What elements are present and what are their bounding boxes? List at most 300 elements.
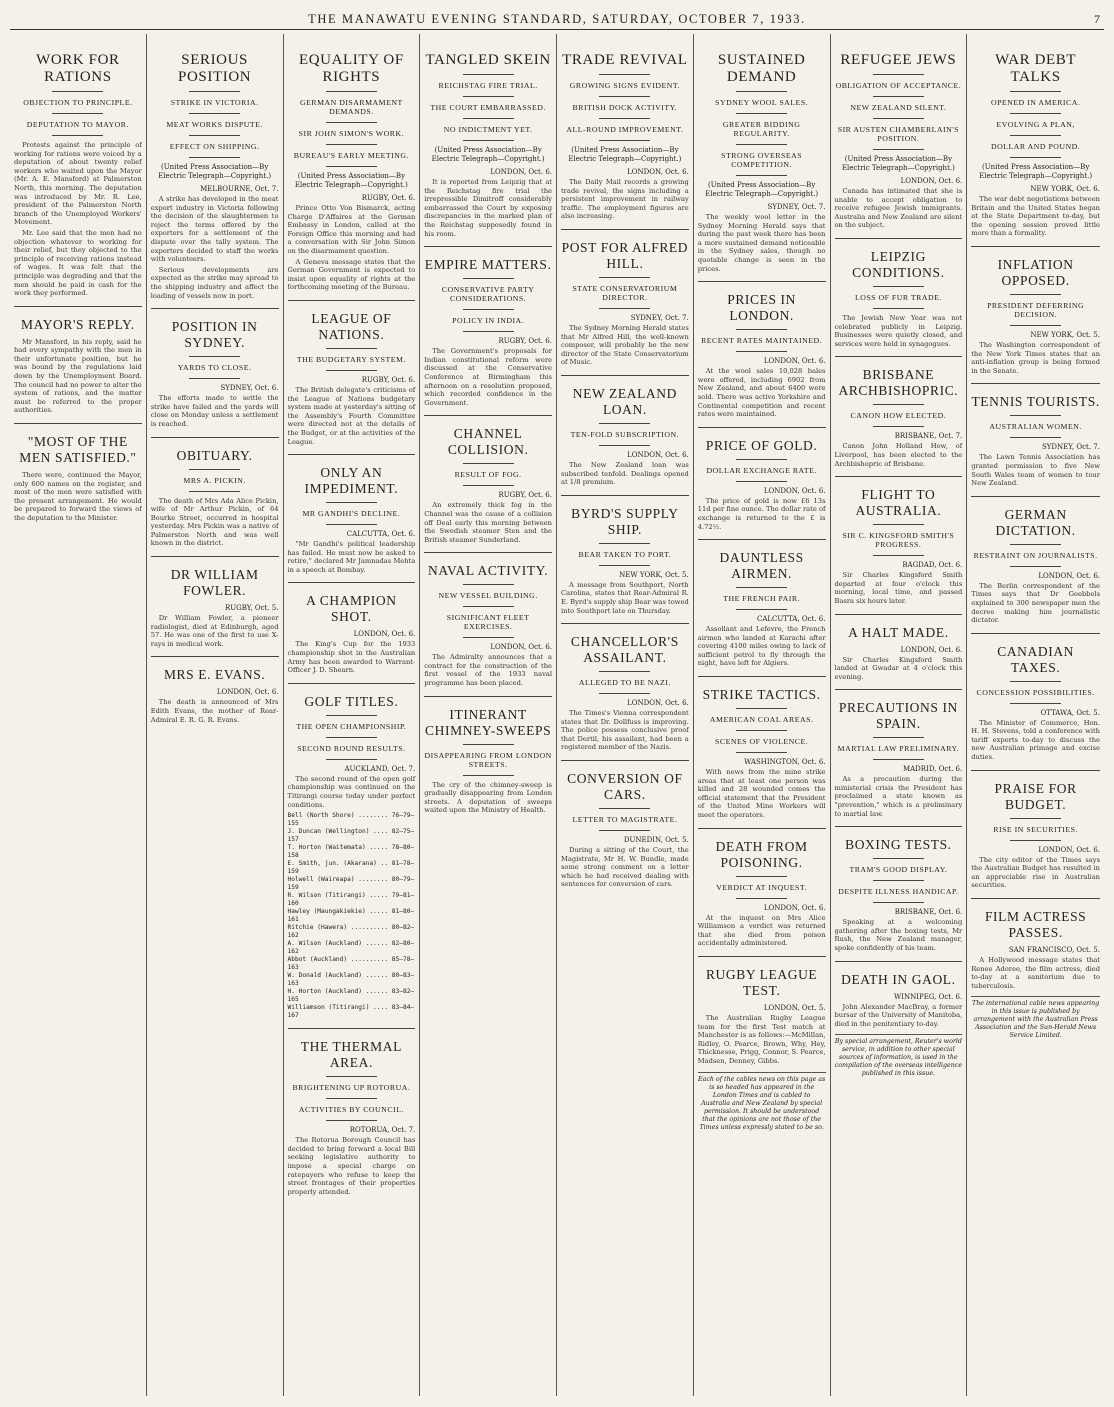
score-row: Williamson (Titirangi) .... 83—84—167 <box>287 1004 415 1020</box>
deck-rule <box>463 775 514 776</box>
deck-rule <box>1010 294 1062 295</box>
column-6 <box>694 34 831 1396</box>
story-credit: (United Press Association—By Electric Telegraph—Copyright.) <box>431 146 545 163</box>
story-deck: SCENES OF VIOLENCE. <box>715 737 809 747</box>
deck-rule <box>1010 135 1062 136</box>
story-paragraph: Assollant and Lefevre, the French airmen who landed at Karachi after covering 4100 miles owing to lack of sufficient petrol to fly through the night, have left for Algiers. <box>697 625 826 668</box>
story-paragraph: Sir Charles Kingsford Smith departed at four o'clock this morning, local time, and passed Basra six hours later. <box>834 571 963 605</box>
story-headline: NEW ZEALAND LOAN. <box>572 385 677 417</box>
story-deck: NO INDICTMENT YET. <box>443 125 533 134</box>
story-divider <box>561 623 689 624</box>
story-divider <box>971 383 1100 384</box>
story-dateline: RUGBY, Oct. 6. <box>498 337 552 346</box>
story-dateline: ROTORUA, Oct. 7. <box>349 1126 416 1135</box>
story-paragraph: The Australian Rugby League team for the first Test match at Manchester is as follows:—McMillan, Ridley, O. Pearce, Brown, Why, Hey, Thicknesse, Prigg, Connor, S. Pearce, Madsen, Denney, Gibbs. <box>697 1014 826 1065</box>
story-paragraph: A message from Southport, North Carolina, states that Rear-Admiral R. E. Byrd's supply ship Bear was towed into Southport late on Thursday. <box>561 580 689 615</box>
deck-rule <box>463 637 514 638</box>
column-2 <box>147 34 284 1396</box>
deck-rule <box>1010 840 1062 841</box>
story-headline: TENNIS TOURISTS. <box>971 394 1100 410</box>
story-headline: PRICE OF GOLD. <box>705 437 818 453</box>
story-divider <box>698 427 826 428</box>
story-deck: EVOLVING A PLAN, <box>996 120 1075 129</box>
deck-rule <box>326 122 377 123</box>
deck-rule <box>599 671 650 672</box>
story-deck: EFFECT ON SHIPPING. <box>169 142 260 151</box>
deck-rule <box>1010 681 1062 682</box>
deck-rule <box>326 1076 377 1077</box>
deck-rule <box>736 329 787 330</box>
deck-rule <box>736 351 787 352</box>
deck-rule <box>599 277 650 278</box>
story-paragraph: Canon John Holland How, of Liverpool, has been elected to the Archbishopric of Brisbane. <box>834 442 963 468</box>
story-headline: NAVAL ACTIVITY. <box>427 563 549 579</box>
story-dateline: LONDON, Oct. 6. <box>763 486 826 495</box>
story-headline: WAR DEBT TALKS <box>995 52 1077 85</box>
deck-rule <box>599 308 650 309</box>
story-dateline: LONDON, Oct. 6. <box>490 643 552 652</box>
story-deck: MARTIAL LAW PRELIMINARY. <box>837 744 960 754</box>
deck-rule <box>736 459 787 460</box>
deck-rule <box>189 356 240 357</box>
story-paragraph: The death is announced of Mrs Edith Evans, the mother of Rear-Admiral E. R. G. R. Evans. <box>150 698 279 724</box>
story-divider <box>151 437 279 438</box>
story-deck: REICHSTAG FIRE TRIAL. <box>438 81 538 90</box>
story-deck: ALL-ROUND IMPROVEMENT. <box>566 125 684 134</box>
deck-rule <box>463 463 514 464</box>
story-headline: LEIPZIG CONDITIONS. <box>852 248 945 280</box>
story-divider <box>424 415 552 416</box>
story-paragraph: The Rotorua Borough Council has decided to bring forward a local Bill seeking legislative authority to impose a special charge on ratepayers who refuse to keep the street frontages of their properties properly attended. <box>287 1136 416 1196</box>
story-divider <box>698 828 826 829</box>
story-paragraph: The second round of the open golf championship was continued on the Titirangi course today under perfect conditions. <box>287 774 416 809</box>
story-paragraph: There were, continued the Mayor, only 600 names on the register, and most of the men were satisfied with the present arrangement. He would be prepared to forward the views of the deputation to the Minister. <box>14 471 142 522</box>
story-headline: PRAISE FOR BUDGET. <box>994 780 1077 812</box>
deck-rule <box>463 74 514 75</box>
story-dateline: RUGBY, Oct. 6. <box>498 491 552 500</box>
story-headline: "MOST OF THE MEN SATISFIED." <box>19 434 137 466</box>
story-dateline: LONDON, Oct. 6. <box>763 357 826 366</box>
story-paragraph: With news from the mine strike areas that at least one person was killed and 28 wounded comes the official statement that the President of the United Mine Workers will meet the operators. <box>697 768 826 820</box>
story-divider <box>835 689 963 690</box>
story-deck: MR GANDHI'S DECLINE. <box>302 509 401 519</box>
story-deck: SIR JOHN SIMON'S WORK. <box>298 129 405 138</box>
story-headline: BOXING TESTS. <box>845 837 952 853</box>
story-paragraph: A strike has developed in the meat export industry in Victoria following the decision of the slaughtermen to reject the terms offered by the exporters for a settlement of the dispute over the tally system. The exporters decided to staff the works with volunteers. <box>150 195 279 264</box>
story-dateline: SAN FRANCISCO, Oct. 5. <box>1008 946 1100 955</box>
story-headline: OBITUARY. <box>176 447 253 463</box>
story-deck: GROWING SIGNS EVIDENT. <box>569 81 680 90</box>
deck-rule <box>1010 157 1062 158</box>
score-row: A. Wilson (Auckland) ...... 82—80—162 <box>287 940 415 956</box>
deck-rule <box>326 524 377 525</box>
story-dateline: AUCKLAND, Oct. 7. <box>344 764 416 773</box>
story-dateline: RUGBY, Oct. 6. <box>361 194 416 202</box>
deck-rule <box>463 140 514 141</box>
story-deck: LETTER TO MAGISTRATE. <box>572 815 678 825</box>
deck-rule <box>1010 544 1062 545</box>
deck-rule <box>189 157 240 158</box>
score-row: Abbot (Auckland) .......... 85—78—163 <box>287 956 415 972</box>
story-divider <box>971 246 1100 247</box>
story-paragraph: The New Zealand loan was subscribed tenfold. Dealings opened at 1/8 premium. <box>561 460 689 487</box>
story-paragraph: The Admiralty announces that a contract for the construction of the first vessel of the 1933 naval programme has been placed. <box>424 653 552 688</box>
score-row: Hawley (Maungakiekie) ..... 81—80—161 <box>287 908 415 924</box>
score-row: Ritchie (Hawera) .......... 80—82—162 <box>287 924 415 940</box>
story-divider <box>14 423 142 424</box>
deck-rule <box>189 91 240 92</box>
story-dateline: BRISBANE, Oct. 7. <box>894 432 963 441</box>
story-deck: SIR AUSTEN CHAMBERLAIN'S POSITION. <box>837 125 960 143</box>
story-paragraph: During a sitting of the Court, the Magistrate, Mr H. W. Bundle, made some strong comment on a letter which he had received dealing with sentences for conversion of cars. <box>561 846 689 889</box>
column-3 <box>284 34 421 1396</box>
story-paragraph: The Berlin correspondent of the Times says that Dr Goebbels explained to 300 newspaper men the decree making him journalistic dictator. <box>971 581 1100 625</box>
deck-rule <box>189 135 240 136</box>
story-deck: RESULT OF FOG. <box>454 470 522 480</box>
story-headline: PRICES IN LONDON. <box>727 292 797 324</box>
story-deck: AUSTRALIAN WOMEN. <box>989 422 1082 432</box>
story-headline: WORK FOR RATIONS <box>36 52 120 85</box>
story-deck: GERMAN DISARMAMENT DEMANDS. <box>299 98 403 116</box>
story-paragraph: Serious developments are expected as the strike may spread to the shipping industry and affect the loading of vessels now in port. <box>150 265 279 300</box>
deck-rule <box>873 737 924 738</box>
story-paragraph: At the wool sales 10,028 bales were offered, including 6902 from New Zealand, and about 6400 were sold. There was active Yorkshire and Continental competition and recent rates were maintained. <box>697 367 826 419</box>
story-paragraph: Mr. Lee said that the men had no objection whatever to working for their relief, but they objected to the principle of receiving rations instead of wages. It was felt that the principle was degrading and that the men should be paid in cash for the work they performed. <box>14 228 142 298</box>
story-paragraph: The Sydney Morning Herald states that Mr Alfred Hill, the well-known composer, will probably be the new director of the State Conservatorium of Music. <box>561 323 689 367</box>
score-row: Holwell (Waireapa) ........ 80—79—159 <box>287 876 415 892</box>
story-divider <box>835 476 963 477</box>
deck-rule <box>326 715 377 716</box>
deck-rule <box>736 587 787 588</box>
deck-rule <box>873 902 924 903</box>
score-table <box>288 812 416 1020</box>
story-deck: STRONG OVERSEAS COMPETITION. <box>721 151 803 169</box>
story-dateline: MELBOURNE, Oct. 7. <box>200 185 279 193</box>
story-headline: MRS E. EVANS. <box>163 667 266 683</box>
deck-rule <box>463 606 514 607</box>
story-paragraph: The Lawn Tennis Association has granted permission to five New South Wales team of women to tour New Zealand. <box>971 453 1100 488</box>
story-paragraph: Sir Charles Kingsford Smith landed at Gwadar at 4 o'clock this evening. <box>834 655 963 681</box>
story-headline: TRADE REVIVAL <box>562 52 688 68</box>
deck-rule <box>873 404 924 405</box>
story-deck: STATE CONSERVATORIUM DIRECTOR. <box>572 283 678 302</box>
deck-rule <box>1010 113 1062 114</box>
story-headline: FLIGHT TO AUSTRALIA. <box>855 487 942 519</box>
story-deck: MRS A. PICKIN. <box>183 475 246 485</box>
story-deck: SYDNEY WOOL SALES. <box>715 98 809 107</box>
deck-rule <box>599 693 650 694</box>
story-dateline: LONDON, Oct. 5. <box>763 1004 826 1012</box>
story-divider <box>288 582 416 583</box>
story-paragraph: The war debt negotiations between Britain and the United States began at the State Department to-day, but the opening session proved little more than a formality. <box>971 195 1100 238</box>
story-divider <box>288 683 416 684</box>
story-credit: (United Press Association—By Electric Telegraph—Copyright.) <box>841 155 955 172</box>
story-divider <box>971 770 1100 771</box>
story-divider <box>424 246 552 247</box>
story-deck: BUREAU'S EARLY MEETING. <box>293 151 409 160</box>
story-divider <box>561 760 689 761</box>
story-divider <box>835 826 963 827</box>
deck-rule <box>873 759 924 760</box>
deck-rule <box>873 96 924 97</box>
story-divider <box>561 229 689 230</box>
deck-rule <box>189 378 240 379</box>
deck-rule <box>873 118 924 119</box>
story-divider <box>151 308 279 309</box>
story-deck: VERDICT AT INQUEST. <box>716 882 807 892</box>
deck-rule <box>1010 566 1062 567</box>
story-dateline: LONDON, Oct. 6. <box>627 168 689 176</box>
deck-rule <box>599 96 650 97</box>
deck-rule <box>1010 437 1062 438</box>
story-headline: GOLF TITLES. <box>304 693 399 709</box>
story-deck: PRESIDENT DEFERRING DECISION. <box>987 300 1085 319</box>
story-paragraph: The death of Mrs Ada Alice Pickin, wife of Mr Arthur Pickin, of 64 Bourke Street, occurred in hospital yesterday. Mrs Pickin was a native of Palmerston North and was well known in the district. <box>150 496 279 548</box>
deck-rule <box>599 565 650 566</box>
deck-rule <box>1010 415 1062 416</box>
story-deck: SECOND ROUND RESULTS. <box>297 743 406 753</box>
story-deck: OPENED IN AMERICA. <box>990 98 1081 107</box>
story-deck: OBJECTION TO PRINCIPLE. <box>23 98 133 107</box>
story-headline: MAYOR'S REPLY. <box>20 316 135 332</box>
story-dateline: LONDON, Oct. 6. <box>353 630 416 639</box>
story-headline: GERMAN DICTATION. <box>995 506 1076 538</box>
story-divider <box>971 633 1100 634</box>
story-headline: A HALT MADE. <box>848 624 949 640</box>
story-paragraph: The Washington correspondent of the New York Times states that an anti-inflation group is being formed in the Senate. <box>971 340 1100 375</box>
story-deck: LOSS OF FUR TRADE. <box>854 292 942 302</box>
story-credit: (United Press Association—By Electric Telegraph—Copyright.) <box>568 146 682 163</box>
story-divider <box>288 454 416 455</box>
deck-rule <box>463 118 514 119</box>
deck-rule <box>873 308 924 309</box>
story-paragraph: An extremely thick fog in the Channel was the cause of a collision off Deal early this morning between the Swedish steamer Sten and the British steamer Sunderland. <box>424 501 552 544</box>
deck-rule <box>1010 818 1062 819</box>
score-row: R. Wilson (Titirangi) ..... 79—81—160 <box>287 892 415 908</box>
story-paragraph: As a precaution during the ministerial crisis the President has proclaimed a state known as "prevention," which is a preliminary to martial law. <box>834 775 963 818</box>
deck-rule <box>873 74 924 75</box>
story-deck: CONSERVATIVE PARTY CONSIDERATIONS. <box>441 285 535 304</box>
story-dateline: RUGBY, Oct. 5. <box>224 604 279 613</box>
story-divider <box>835 356 963 357</box>
story-divider <box>151 556 279 557</box>
deck-rule <box>873 149 924 150</box>
story-dateline: RUGBY, Oct. 6. <box>361 375 416 384</box>
story-divider <box>835 238 963 239</box>
story-divider <box>698 956 826 957</box>
deck-rule <box>736 609 787 610</box>
story-dateline: NEW YORK, Oct. 6. <box>1030 185 1100 193</box>
story-headline: A CHAMPION SHOT. <box>306 593 397 625</box>
story-headline: BRISBANE ARCHBISHOPRIC. <box>838 367 959 399</box>
story-deck: RESTRAINT ON JOURNALISTS. <box>973 550 1098 560</box>
story-paragraph: John Alexander MacBray, a former bursar of the University of Manitoba, died in the penitentiary to-day. <box>834 1002 963 1028</box>
story-divider <box>424 696 552 697</box>
deck-rule <box>736 175 787 176</box>
story-deck: BEAR TAKEN TO PORT. <box>578 549 672 559</box>
story-headline: SERIOUS POSITION <box>178 52 252 85</box>
story-divider <box>971 496 1100 497</box>
columns-container <box>10 34 1104 1396</box>
story-paragraph: Dr William Fowler, a pioneer radiologist, died at Edinburgh, aged 57. He was one of the first to use X-rays in medical work. <box>150 614 279 648</box>
story-deck: RISE IN SECURITIES. <box>993 824 1078 834</box>
column-5 <box>557 34 694 1396</box>
story-credit: (United Press Association—By Electric Telegraph—Copyright.) <box>979 163 1093 180</box>
story-paragraph: A Geneva message states that the German Government is expected to insist upon equality of rights at the forthcoming meeting of the Bureau. <box>287 257 416 292</box>
story-headline: POSITION IN SYDNEY. <box>171 319 258 351</box>
story-dateline: LONDON, Oct. 6. <box>1038 845 1100 854</box>
story-deck: BRIGHTENING UP ROTORUA. <box>292 1083 411 1093</box>
story-paragraph: The price of gold is now £6 13s 11d per fine ounce. The dollar rate of exchange is returned to the £ is 4.72½. <box>697 496 826 531</box>
story-dateline: SYDNEY, Oct. 7. <box>767 203 826 211</box>
deck-rule <box>189 469 240 470</box>
deck-rule <box>599 445 650 446</box>
story-deck: AMERICAN COAL AREAS. <box>709 715 814 725</box>
story-headline: LEAGUE OF NATIONS. <box>311 310 392 342</box>
story-dateline: WASHINGTON, Oct. 6. <box>744 758 826 767</box>
story-headline: DEATH IN GAOL. <box>841 971 956 987</box>
story-paragraph: At the inquest on Mrs Alice Williamson a verdict was returned that she died from poison accidentally administered. <box>697 913 826 948</box>
story-dateline: NEW YORK, Oct. 5. <box>1030 330 1100 339</box>
story-divider <box>835 614 963 615</box>
deck-rule <box>463 331 514 332</box>
story-headline: EQUALITY OF RIGHTS <box>298 52 404 85</box>
story-dateline: LONDON, Oct. 6. <box>627 450 689 459</box>
deck-rule <box>463 96 514 97</box>
story-deck: TRAM'S GOOD DISPLAY. <box>849 865 948 875</box>
story-dateline: NEW YORK, Oct. 5. <box>619 570 689 579</box>
story-paragraph: The Daily Mail records a growing trade revival, the signs including a persistent improvement in railway traffic. The employment figures are also increasing. <box>561 178 689 221</box>
story-headline: THE THERMAL AREA. <box>300 1039 402 1071</box>
story-headline: EMPIRE MATTERS. <box>424 257 552 273</box>
story-divider <box>835 961 963 962</box>
story-headline: DAUNTLESS AIRMEN. <box>719 550 804 582</box>
deck-rule <box>189 491 240 492</box>
story-credit: (United Press Association—By Electric Telegraph—Copyright.) <box>158 163 272 180</box>
story-deck: DISAPPEARING FROM LONDON STREETS. <box>424 750 552 769</box>
story-divider <box>288 1028 416 1029</box>
story-paragraph: "Mr Gandhi's political leadership has failed. He must now be asked to retire," declared Mr Jamnadas Mehta in a speech at Bombay. <box>287 540 416 574</box>
deck-rule <box>463 744 514 745</box>
deck-rule <box>326 370 377 371</box>
story-deck: SIR C. KINGSFORD SMITH'S PROGRESS. <box>842 531 955 550</box>
deck-rule <box>873 426 924 427</box>
deck-rule <box>326 737 377 738</box>
column-1 <box>10 34 147 1396</box>
story-headline: PRECAUTIONS IN SPAIN. <box>838 700 958 732</box>
cable-note: By special arrangement, Reuter's world service, in addition to other special sources of information, is used in the compilation of the overseas intelligence published in this issue. <box>835 1034 963 1078</box>
story-paragraph: Protests against the principle of working for rations were voiced by a deputation of about twenty relief workers who waited upon the Mayor (Mr. A. E. Mansford) at Palmerston North, this morning. The deputation was introduced by Mr. R. Lee, president of the Palmerston North branch of the Unemployed Workers' Movement. <box>14 141 142 227</box>
story-deck: NEW VESSEL BUILDING. <box>438 591 538 601</box>
deck-rule <box>599 118 650 119</box>
story-headline: INFLATION OPPOSED. <box>997 256 1074 288</box>
story-paragraph: The weekly wool letter in the Sydney Morning Herald says that during the past week there has been a more sustained demand noticeable in the Sydney sales, though no quotable change is seen in the prices. <box>697 213 826 273</box>
deck-rule <box>736 876 787 877</box>
story-headline: SUSTAINED DEMAND <box>717 52 806 85</box>
story-paragraph: Mr Mansford, in his reply, said he had every sympathy with the men in their unfortunate position, but he was bound by the regulations laid down by the Unemployment Board. The council had no power to alter the system of rations, and the matter must be referred to the proper authorities. <box>14 337 142 415</box>
story-deck: THE OPEN CHAMPIONSHIP. <box>296 721 407 731</box>
deck-rule <box>599 140 650 141</box>
deck-rule <box>463 584 514 585</box>
story-deck: OBLIGATION OF ACCEPTANCE. <box>835 81 962 90</box>
column-8 <box>967 34 1104 1396</box>
deck-rule <box>326 166 377 167</box>
deck-rule <box>326 91 377 92</box>
story-dateline: SYDNEY, Oct. 6. <box>220 384 279 393</box>
deck-rule <box>873 880 924 881</box>
story-paragraph: Canada has intimated that she is unable to accept obligation to receive refugee Jewish immigrants. Australia and New Zealand are silent on the subject. <box>834 187 963 230</box>
story-credit: (United Press Association—By Electric Telegraph—Copyright.) <box>294 172 408 189</box>
score-row: J. Duncan (Wellington) .... 82—75—157 <box>287 828 415 844</box>
story-headline: DR WILLIAM FOWLER. <box>170 567 259 599</box>
deck-rule <box>599 74 650 75</box>
cable-note: The international cable news appearing in this issue is published by arrangement with the Australian Press Association and the Sun-Herald News Service Limited. <box>971 996 1100 1040</box>
story-headline: ITINERANT CHIMNEY-SWEEPS <box>425 706 552 738</box>
story-dateline: SYDNEY, Oct. 7. <box>630 313 689 322</box>
deck-rule <box>189 113 240 114</box>
story-headline: POST FOR ALFRED HILL. <box>561 239 689 271</box>
deck-rule <box>736 708 787 709</box>
story-headline: CANADIAN TAXES. <box>997 643 1075 675</box>
story-deck: THE COURT EMBARRASSED. <box>430 103 546 112</box>
score-row: E. Smith, jun. (Akarana) .. 81—78—159 <box>287 860 415 876</box>
deck-rule <box>326 1120 377 1121</box>
story-headline: BYRD'S SUPPLY SHIP. <box>571 505 679 537</box>
story-paragraph: A Hollywood message states that Renee Adoree, the film actress, died to-day at a sanitorium due to tuberculosis. <box>971 956 1100 990</box>
story-deck: THE FRENCH PAIR. <box>723 594 801 604</box>
column-4 <box>420 34 557 1396</box>
story-dateline: MADRID, Oct. 6. <box>902 765 963 774</box>
story-headline: CHANCELLOR'S ASSAILANT. <box>570 634 679 666</box>
story-paragraph: The Government's proposals for Indian constitutional reform were discussed at the Conservative Conference at Birmingham this afternoon on a resolution proposed, which recorded confidence in the Government. <box>424 347 552 407</box>
deck-rule <box>1010 703 1062 704</box>
story-paragraph: The city editor of the Times says the Australian Budget has resulted in an appreciable rise in Australian securities. <box>971 855 1100 890</box>
deck-rule <box>736 481 787 482</box>
story-paragraph: The King's Cup for the 1933 championship shot in the Australian Army has been awarded to Warrant-Officer J. D. Shearn. <box>287 640 416 675</box>
story-headline: TANGLED SKEIN <box>425 52 551 68</box>
story-deck: DEPUTATION TO MAYOR. <box>26 120 129 129</box>
story-deck: BRITISH DOCK ACTIVITY. <box>572 103 678 112</box>
deck-rule <box>599 808 650 809</box>
story-dateline: OTTAWA, Oct. 5. <box>1040 708 1100 717</box>
story-dateline: BRISBANE, Oct. 6. <box>894 908 963 917</box>
deck-rule <box>52 135 103 136</box>
story-headline: RUGBY LEAGUE TEST. <box>705 967 818 998</box>
story-deck: RECENT RATES MAINTAINED. <box>701 336 823 346</box>
score-row: H. Horton (Auckland) ...... 83—82—165 <box>287 988 415 1004</box>
story-deck: STRIKE IN VICTORIA. <box>170 98 259 107</box>
deck-rule <box>599 830 650 831</box>
deck-rule <box>463 278 514 279</box>
story-deck: NEW ZEALAND SILENT. <box>850 103 947 112</box>
story-deck: DOLLAR EXCHANGE RATE. <box>706 465 817 475</box>
deck-rule <box>326 348 377 349</box>
story-headline: FILM ACTRESS PASSES. <box>984 909 1087 941</box>
deck-rule <box>736 113 787 114</box>
masthead-title: THE MANAWATU EVENING STANDARD, SATURDAY, OCTOBER 7, 1933. <box>308 12 806 26</box>
story-paragraph: The British delegate's criticisms of the League of Nations budgetary system made at yesterday's sitting of the Assembly's Fourth Committee were directed not at the details of the Budget, or at the activities of the League. <box>287 385 416 446</box>
score-row: W. Donald (Auckland) ...... 80—83—163 <box>287 972 415 988</box>
deck-rule <box>873 286 924 287</box>
deck-rule <box>326 759 377 760</box>
deck-rule <box>1010 325 1062 326</box>
story-dateline: LONDON, Oct. 6. <box>627 699 689 708</box>
story-deck: SIGNIFICANT FLEET EXERCISES. <box>446 613 530 632</box>
cable-note: Each of the cables news on this page as is so headed has appeared in the London Times and is cabled to Australia and New Zealand by special permission. It should be understood that the opinions are not those of the Times unless expressly stated to be so. <box>698 1072 826 1132</box>
deck-rule <box>873 524 924 525</box>
deck-rule <box>873 555 924 556</box>
story-headline: DEATH FROM POISONING. <box>715 838 808 870</box>
